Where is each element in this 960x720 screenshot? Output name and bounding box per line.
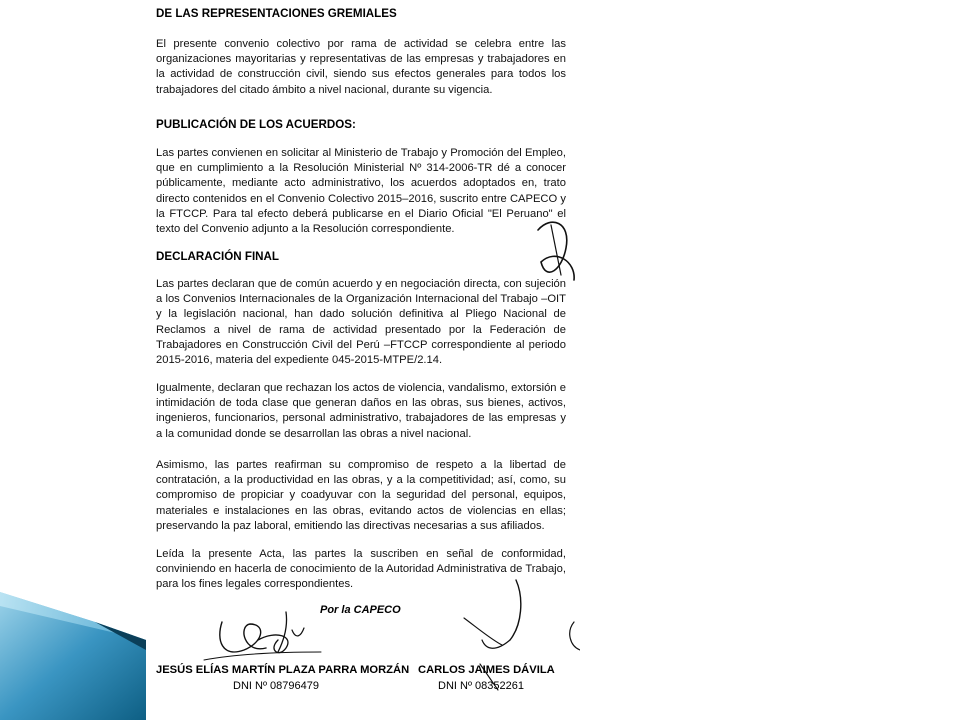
paragraph: Igualmente, declaran que rechazan los actos de violencia, vandalismo, extorsión e intimidación de toda clase que generan daños en las obras, sus bienes, activos, ingenieros, funcionarios, personal administrativo, trabajadores de las empresas y a la comunidad donde se desarrollan las obras a nivel nacional. bbox=[156, 382, 566, 440]
paragraph: Leída la presente Acta, las partes la suscriben en señal de conformidad, conviniendo en hacerla de conocimiento de la Autoridad Administrativa de Trabajo, para los fines legales correspondientes. bbox=[156, 548, 566, 591]
party-label: Por la CAPECO bbox=[320, 604, 401, 616]
signer-dni: DNI Nº 08796479 bbox=[233, 680, 319, 692]
signer-name: JESÚS ELÍAS MARTÍN PLAZA PARRA MORZÁN bbox=[156, 664, 410, 676]
paragraph: Las partes convienen en solicitar al Ministerio de Trabajo y Promoción del Empleo, que en cumplimiento a la Resolución Ministerial Nº 314-2006-TR dé a conocer públicamente, mediante acto administrativo, los acuerdos adoptados en, trato directo contenidos en el Convenio Colectivo 2015–2016, suscrito entre CAPECO y la FTCCP. Para tal efecto deberá publicarse en el Diario Oficial "El Peruano" el texto del Convenio adjunto a la Resolución correspondiente. bbox=[156, 147, 566, 236]
section-heading: PUBLICACIÓN DE LOS ACUERDOS: bbox=[156, 118, 356, 131]
section-heading: DE LAS REPRESENTACIONES GREMIALES bbox=[156, 7, 397, 20]
handwritten-signatures bbox=[146, 0, 580, 718]
document-page bbox=[146, 0, 580, 718]
paragraph: Las partes declaran que de común acuerdo y en negociación directa, con sujeción a los Convenios Internacionales de la Organización Internacional del Trabajo –OIT y la legislación nacional, han dado solución definitiva al Pliego Nacional de Reclamos a nivel de rama de actividad presentado por la Federación de Trabajadores en Construcción Civil del Perú –FTCCP correspondiente al periodo 2015-2016, materia del expediente 045-2015-MTPE/2.14. bbox=[156, 278, 566, 367]
section-heading: DECLARACIÓN FINAL bbox=[156, 250, 280, 263]
paragraph: El presente convenio colectivo por rama de actividad se celebra entre las organizaciones mayoritarias y representativas de las empresas y trabajadores en la actividad de construcción civil, siendo sus efectos generales para todos los trabajadores del citado ámbito a nivel nacional, durante su vigencia. bbox=[156, 38, 566, 96]
signer-dni: DNI Nº 08352261 bbox=[438, 680, 524, 692]
signer-name: CARLOS JAIMES DÁVILA bbox=[418, 664, 555, 676]
paragraph: Asimismo, las partes reafirman su compromiso de respeto a la libertad de contratación, a la productividad en las obras, y a la competitividad; así, como, su compromiso de propiciar y coadyuvar con la seguridad del personal, equipos, materiales e instalaciones en las obras, evitando actos de violencias en ellas; preservando la paz laboral, emitiendo las directivas necesarias a sus afiliados. bbox=[156, 459, 566, 532]
